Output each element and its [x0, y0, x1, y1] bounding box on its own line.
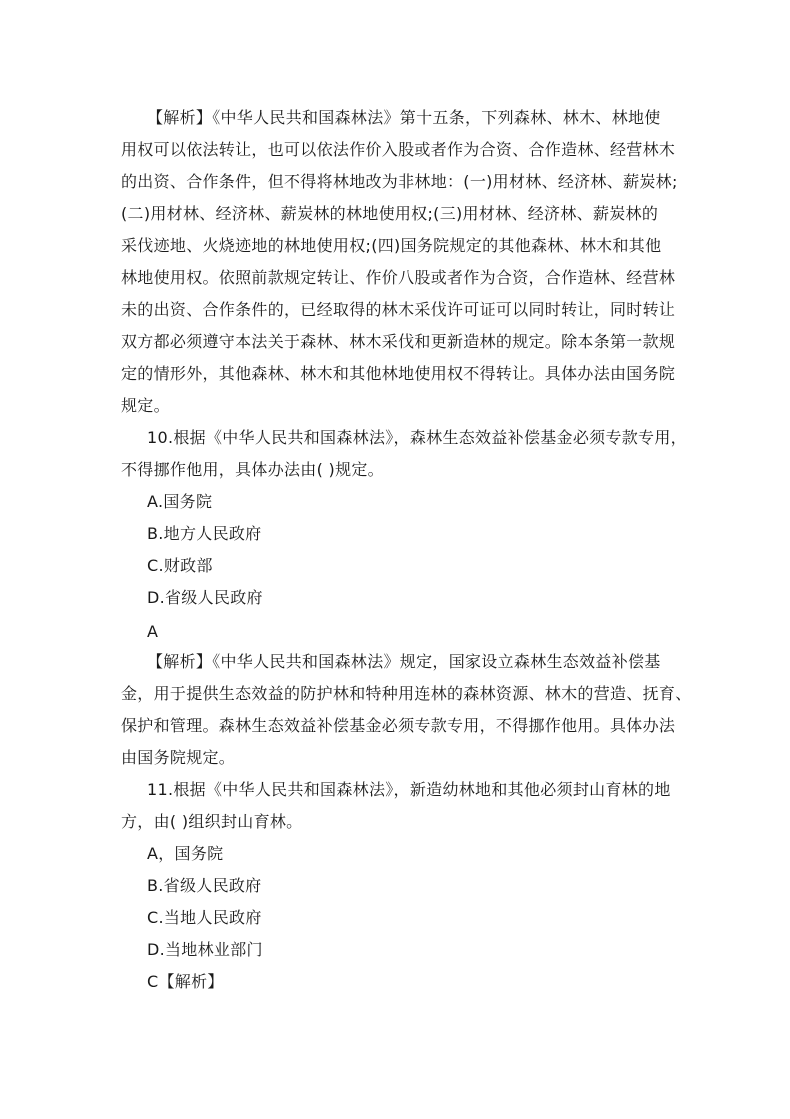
- option-d: D.省级人民政府: [147, 588, 263, 607]
- analysis-line: 采伐迹地、火烧迹地的林地使用权;(四)国务院规定的其他森林、林木和其他: [121, 236, 662, 255]
- analysis-line: 定的情形外，其他森林、林木和其他林地使用权不得转让。具体办法由国务院: [121, 364, 676, 383]
- answer-line: C【解析】: [147, 972, 224, 991]
- option-b: B.省级人民政府: [147, 876, 262, 895]
- option-a: A，国务院: [147, 844, 224, 863]
- question-stem: 10.根据《中华人民共和国森林法》，森林生态效益补偿基金必须专款专用，: [147, 428, 687, 447]
- analysis-line: (二)用材林、经济林、薪炭林的林地使用权;(三)用材林、经济林、薪炭林的: [121, 204, 659, 223]
- answer: A: [147, 622, 159, 641]
- analysis-line: 【解析】《中华人民共和国森林法》规定，国家设立森林生态效益补偿基: [147, 652, 661, 671]
- analysis-line: 保护和管理。森林生态效益补偿基金必须专款专用，不得挪作他用。具体办法: [121, 716, 676, 735]
- option-b: B.地方人民政府: [147, 524, 262, 543]
- question-stem: 不得挪作他用，具体办法由( )规定。: [121, 460, 384, 479]
- analysis-line: 未的出资、合作条件的，已经取得的林木采伐许可证可以同时转让，同时转让: [121, 300, 676, 319]
- analysis-line: 的出资、合作条件，但不得将林地改为非林地：(一)用材林、经济林、薪炭林;: [121, 172, 678, 191]
- question-stem: 11.根据《中华人民共和国森林法》，新造幼林地和其他必须封山育林的地: [147, 780, 671, 799]
- analysis-line: 【解析】《中华人民共和国森林法》第十五条，下列森林、林木、林地使: [147, 108, 661, 127]
- analysis-line: 林地使用权。依照前款规定转让、作价八股或者作为合资，合作造林、经营林: [121, 268, 676, 287]
- analysis-line: 双方都必须遵守本法关于森林、林木采伐和更新造林的规定。除本条第一款规: [121, 332, 676, 351]
- option-d: D.当地林业部门: [147, 940, 263, 959]
- analysis-line: 用权可以依法转让，也可以依法作价入股或者作为合资、合作造林、经营林木: [121, 140, 676, 159]
- question-stem: 方，由( )组织封山育林。: [121, 812, 303, 831]
- option-c: C.当地人民政府: [147, 908, 262, 927]
- analysis-line: 规定。: [121, 396, 170, 415]
- option-c: C.财政部: [147, 556, 213, 575]
- analysis-line: 金，用于提供生态效益的防护林和特种用连林的森林资源、林木的营造、抚育、: [121, 684, 692, 703]
- option-a: A.国务院: [147, 492, 213, 511]
- analysis-line: 由国务院规定。: [121, 748, 236, 767]
